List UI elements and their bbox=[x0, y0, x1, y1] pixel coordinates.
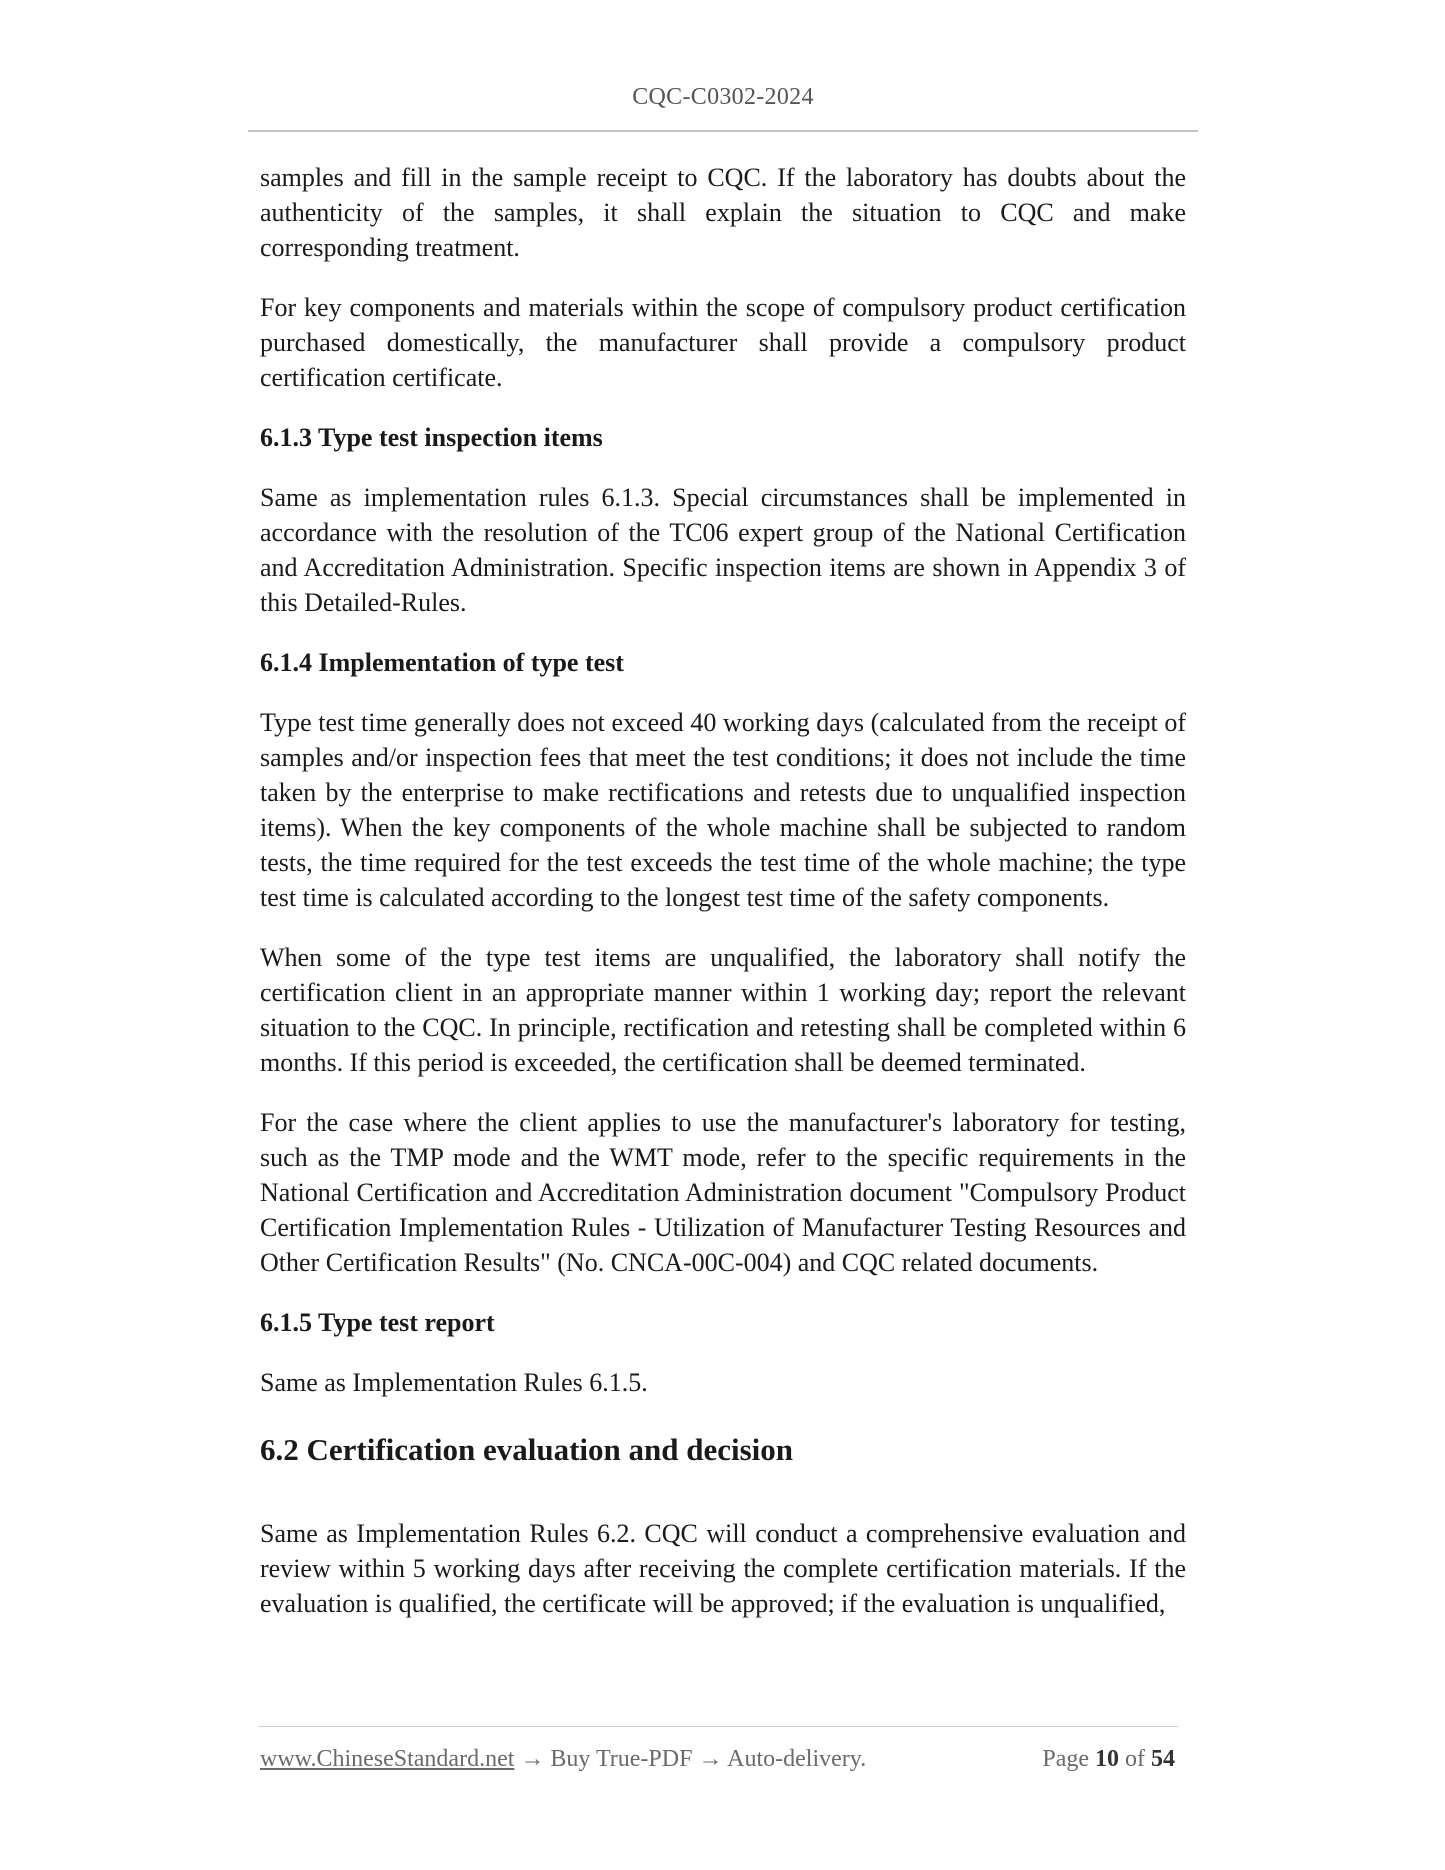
of-label: of bbox=[1125, 1746, 1145, 1772]
heading-6-2: 6.2 Certification evaluation and decision bbox=[260, 1432, 794, 1467]
auto-delivery-text: Auto-delivery. bbox=[727, 1746, 867, 1772]
paragraph-evaluation-decision: Same as Implementation Rules 6.2. CQC will conduct a comprehensive evaluation and review within 5 working days after receiving the complete certification materials. If the evaluation is qualified, the certificate will be approved; if the evaluation is unqualified, bbox=[260, 1519, 1186, 1618]
total-pages-number: 54 bbox=[1151, 1746, 1175, 1772]
paragraph-type-test-report: Same as Implementation Rules 6.1.5. bbox=[260, 1368, 648, 1397]
footer-divider bbox=[258, 1726, 1178, 1727]
paragraph-manufacturer-lab: For the case where the client applies to use the manufacturer's laboratory for testing, such as the TMP mode and the WMT mode, refer to the specific requirements in the National Certification and Accreditation Administration document "Compulsory Product Certification Implementation Rules - Utilization of Manufacturer Testing Resources and Other Certification Results" (No. CNCA-00C-004) and CQC related documents. bbox=[260, 1108, 1186, 1277]
paragraph-type-test-time: Type test time generally does not exceed 40 working days (calculated from the receipt of samples and/or inspection fees that meet the test conditions; it does not include the time taken by the enterprise to make rectifications and retests due to unqualified inspection items). When the key components of the whole machine shall be subjected to random tests, the time required for the test exceeds the test time of the whole machine; the type test time is calculated according to the longest test time of the safety components. bbox=[260, 708, 1186, 912]
current-page-number: 10 bbox=[1095, 1746, 1119, 1772]
heading-6-1-4: 6.1.4 Implementation of type test bbox=[260, 648, 624, 677]
paragraph-key-components: For key components and materials within the scope of compulsory product certification purchased domestically, the manufacturer shall provide a compulsory product certification certificate. bbox=[260, 293, 1186, 392]
paragraph-inspection-items: Same as implementation rules 6.1.3. Special circumstances shall be implemented in accordance with the resolution of the TC06 expert group of the National Certification and Accreditation Administration. Specific inspection items are shown in Appendix 3 of this Detailed-Rules. bbox=[260, 483, 1186, 617]
page-counter bbox=[1042, 1746, 1175, 1773]
chinese-standard-link[interactable]: www.ChineseStandard.net bbox=[260, 1746, 515, 1772]
paragraph-unqualified-items: When some of the type test items are unqualified, the laboratory shall notify the certification client in an appropriate manner within 1 working day; report the relevant situation to the CQC. In principle, rectification and retesting shall be completed within 6 months. If this period is exceeded, the certification shall be deemed terminated. bbox=[260, 943, 1186, 1077]
heading-6-1-5: 6.1.5 Type test report bbox=[260, 1308, 495, 1337]
arrow-right-icon: → bbox=[698, 1746, 723, 1772]
footer-promo bbox=[260, 1746, 866, 1773]
heading-6-1-3: 6.1.3 Type test inspection items bbox=[260, 423, 603, 452]
buy-true-pdf-text: Buy True-PDF bbox=[550, 1746, 693, 1772]
arrow-right-icon: → bbox=[520, 1746, 545, 1772]
header-divider bbox=[248, 130, 1198, 132]
page-body bbox=[260, 160, 1186, 1646]
document-code-header: CQC-C0302-2024 bbox=[632, 84, 814, 110]
paragraph-sample-receipt: samples and fill in the sample receipt to CQC. If the laboratory has doubts about the authenticity of the samples, it shall explain the situation to CQC and make corresponding treatment. bbox=[260, 163, 1186, 262]
page-label: Page bbox=[1042, 1746, 1089, 1772]
